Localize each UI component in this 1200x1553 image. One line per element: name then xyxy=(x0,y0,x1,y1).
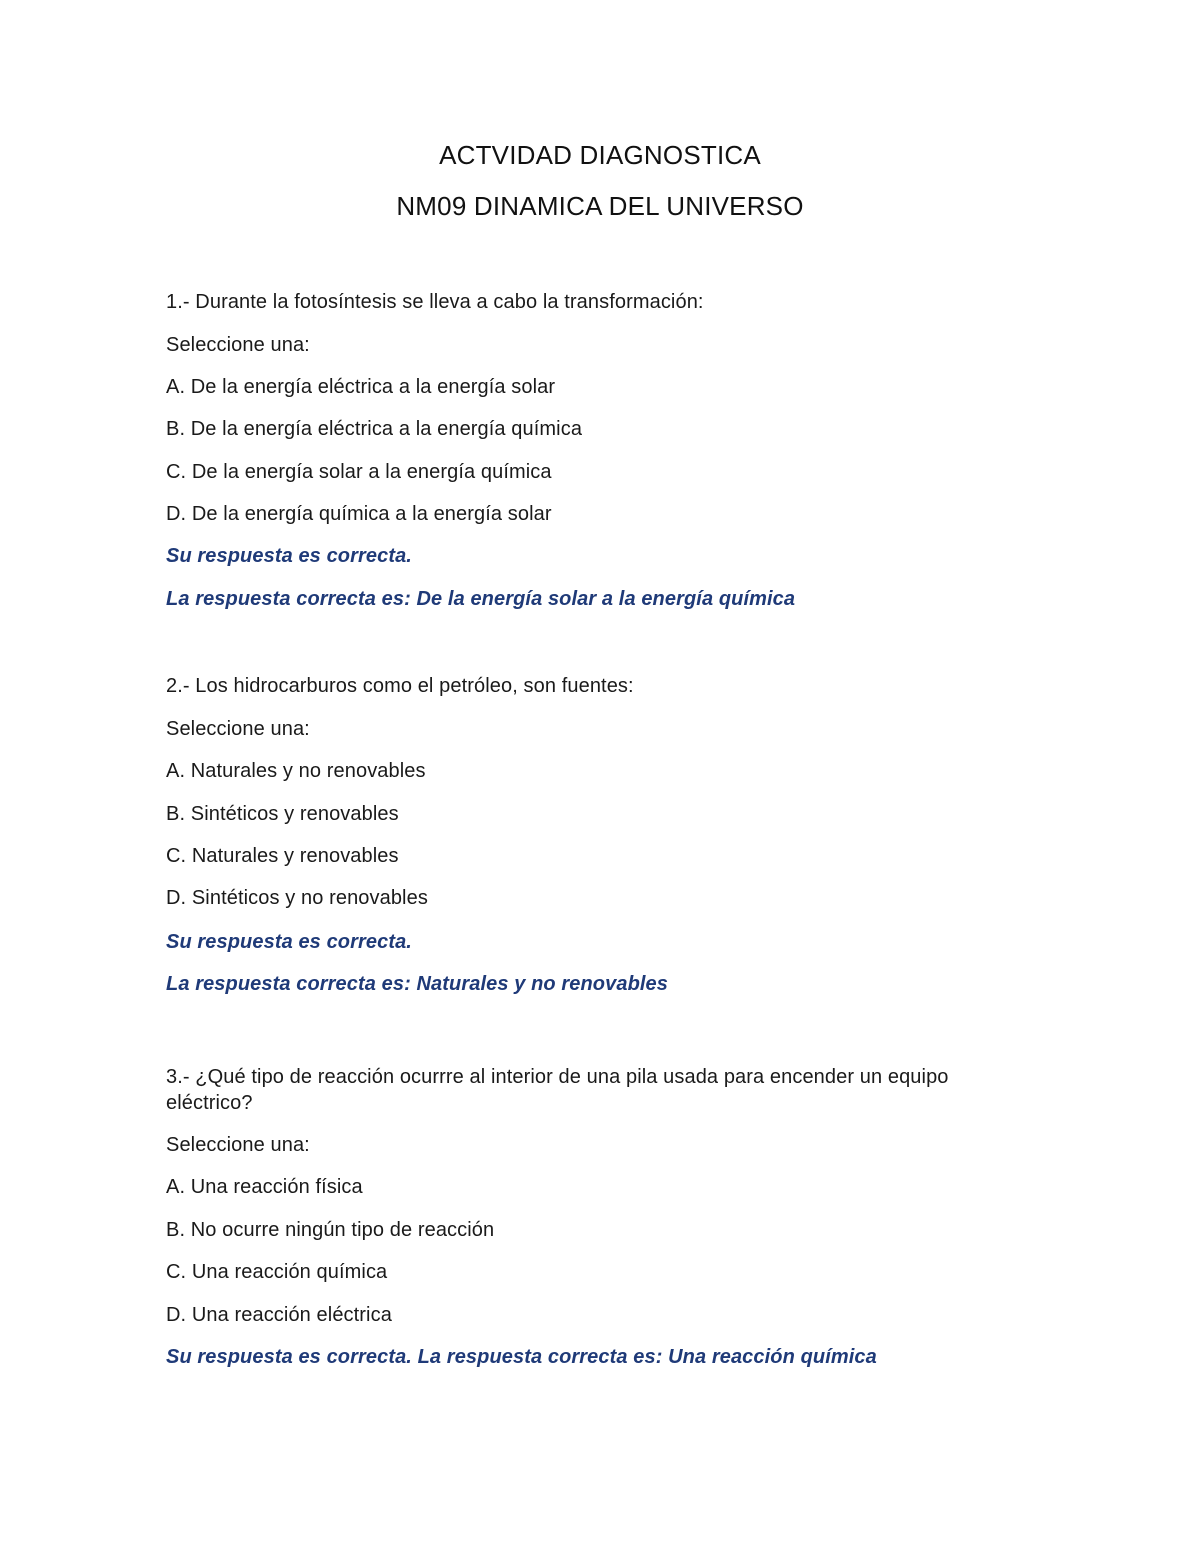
answer-feedback: Su respuesta es correcta. xyxy=(166,931,412,953)
option-b: B. De la energía eléctrica a la energía química xyxy=(166,418,583,440)
document-subtitle: NM09 DINAMICA DEL UNIVERSO xyxy=(396,191,804,221)
question-prompt: 2.- Los hidrocarburos como el petróleo, son fuentes: xyxy=(166,675,634,697)
question-prompt: 1.- Durante la fotosíntesis se lleva a cabo la transformación: xyxy=(166,291,704,313)
correct-answer: La respuesta correcta es: De la energía solar a la energía química xyxy=(166,588,796,610)
option-a: A. Una reacción física xyxy=(166,1176,363,1198)
answer-feedback: Su respuesta es correcta. xyxy=(166,545,412,567)
option-b: B. No ocurre ningún tipo de reacción xyxy=(166,1219,495,1241)
option-c: C. Una reacción química xyxy=(166,1261,388,1283)
question-instruction: Seleccione una: xyxy=(166,718,310,740)
option-a: A. Naturales y no renovables xyxy=(166,760,426,782)
option-d: D. Sintéticos y no renovables xyxy=(166,887,428,909)
option-d: D. Una reacción eléctrica xyxy=(166,1304,392,1326)
option-c: C. Naturales y renovables xyxy=(166,845,399,867)
question-prompt: 3.- ¿Qué tipo de reacción ocurrre al interior de una pila usada para encender un equipo eléctrico? xyxy=(166,1066,949,1114)
option-d: D. De la energía química a la energía solar xyxy=(166,503,552,525)
answer-feedback: Su respuesta es correcta. La respuesta correcta es: Una reacción química xyxy=(166,1346,877,1368)
question-instruction: Seleccione una: xyxy=(166,334,310,356)
correct-answer: La respuesta correcta es: Naturales y no renovables xyxy=(166,973,668,995)
question-instruction: Seleccione una: xyxy=(166,1134,310,1156)
document-title: ACTVIDAD DIAGNOSTICA xyxy=(439,140,761,170)
option-b: B. Sintéticos y renovables xyxy=(166,803,399,825)
option-c: C. De la energía solar a la energía química xyxy=(166,461,552,483)
option-a: A. De la energía eléctrica a la energía solar xyxy=(166,376,556,398)
